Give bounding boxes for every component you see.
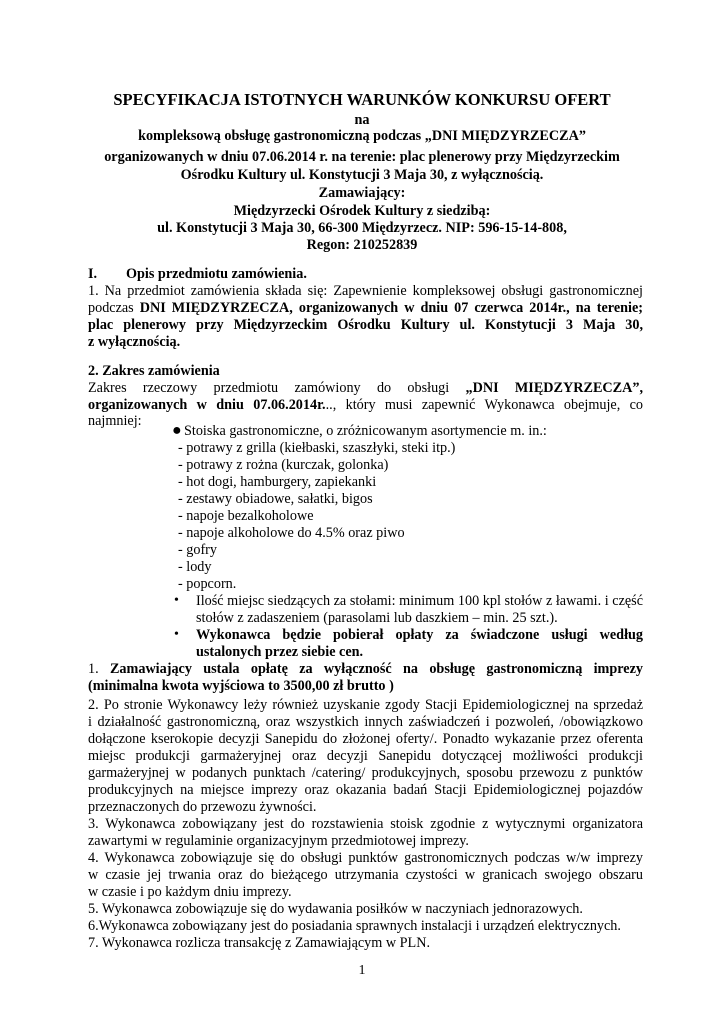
bullet-icon: • (174, 593, 179, 608)
header-org: Międzyrzecki Ośrodek Kultury z siedzibą: (233, 203, 491, 219)
point-4-line: 4. Wykonawca zobowiązuje się do obsługi punktów gastronomicznych podczas w/w imprezy (88, 850, 643, 866)
page-number: 1 (358, 963, 366, 978)
section2-paragraph-line: najmniej: (88, 413, 142, 429)
point-4-line: w czasie jej trwania oraz do bieżącego utrzymania czystości w granicach swojego obszaru (88, 867, 643, 883)
point-4-line: w czasie i po każdym dniu imprezy. (88, 884, 292, 900)
section1-paragraph-line (88, 283, 643, 299)
header-zamawiajacy: Zamawiający: (318, 185, 406, 201)
text-span-bold: „DNI MIĘDZYRZECZA”, (465, 380, 643, 396)
section1-heading: Opis przedmiotu zamówienia. (126, 266, 307, 282)
point-3-line: 3. Wykonawca zobowiązany jest do rozstawienia stoisk zgodnie z wytycznymi organizatora (88, 816, 643, 832)
stoiska-line: Stoiska gastronomiczne, o zróżnicowanym asortymencie m. in.: (184, 423, 547, 439)
section1-paragraph-line (88, 300, 643, 316)
fees-line: Wykonawca będzie pobierał opłaty za świadczone usługi według (196, 627, 643, 643)
header-regon: Regon: 210252839 (306, 237, 418, 253)
menu-item: - popcorn. (178, 576, 237, 592)
text-span-bold: DNI MIĘDZYRZECZA, organizowanych w dniu 07 czerwca 2014r., na terenie; (139, 300, 644, 316)
text-span: 1. (88, 661, 110, 677)
section1-paragraph-line: plac plenerowy przy Międzyrzeckim Ośrodku Kultury ul. Konstytucji 3 Maja 30, (88, 317, 643, 333)
point-2-line: garmażeryjnej w podanych punktach /catering/ produkcyjnych, sposobu przewozu z punktów (88, 765, 643, 781)
text-span-bold: organizowanych w dniu 07.06.2014r. (88, 397, 326, 413)
menu-item: - zestawy obiadowe, sałatki, bigos (178, 491, 373, 507)
point-6-line: 6.Wykonawca zobowiązany jest do posiadania sprawnych instalacji i urządzeń elektrycznych. (88, 918, 621, 934)
point-1-line (88, 661, 643, 677)
header-line-2: organizowanych w dniu 07.06.2014 r. na terenie: plac plenerowy przy Międzyrzeckim (104, 149, 620, 165)
seats-line: stołów z zadaszeniem (parasolami lub daszkiem – min. 25 szt.). (196, 610, 558, 626)
menu-item: - potrawy z grilla (kiełbaski, szaszłyki, steki itp.) (178, 440, 456, 456)
fees-line: ustalonych przez siebie cen. (196, 644, 364, 660)
header-line-1: kompleksową obsługę gastronomiczną podczas „DNI MIĘDZYRZECZA” (138, 128, 586, 144)
menu-item: - hot dogi, hamburgery, zapiekanki (178, 474, 377, 490)
section2-paragraph-line (88, 380, 643, 396)
seats-line: Ilość miejsc siedzących za stołami: minimum 100 kpl stołów z ławami. i część (196, 593, 643, 609)
point-2-line: dołączone kserokopie decyzji Sanepidu do złożonej oferty/. Ponadto wykazanie przez oferenta (88, 731, 643, 747)
menu-item: - napoje alkoholowe do 4.5% oraz piwo (178, 525, 405, 541)
bullet-icon: • (174, 627, 179, 642)
text-span: Zakres rzeczowy przedmiotu zamówiony do obsługi (88, 380, 466, 396)
point-5-line: 5. Wykonawca zobowiązuje się do wydawania posiłków w naczyniach jednorazowych. (88, 901, 583, 917)
menu-item: - potrawy z rożna (kurczak, golonka) (178, 457, 389, 473)
section2-paragraph-line (88, 397, 643, 413)
section2-heading: 2. Zakres zamówienia (88, 363, 220, 379)
bullet-icon: ● (172, 422, 182, 439)
menu-item: - gofry (178, 542, 218, 558)
point-2-line: miejsc produkcji garmażeryjnej oraz decyzji Sanepidu dotyczącej możliwości produkcji (88, 748, 643, 764)
menu-item: - napoje bezalkoholowe (178, 508, 314, 524)
point-7-line: 7. Wykonawca rozlicza transakcję z Zamawiającym w PLN. (88, 935, 430, 951)
point-2-line: przeznaczonych do przewozu żywności. (88, 799, 317, 815)
point-1-line: (minimalna kwota wyjściowa to 3500,00 zł brutto ) (88, 678, 394, 694)
text-span: 1. Na przedmiot zamówienia składa się: Zapewnienie kompleksowej obsługi gastronomicznej (88, 283, 643, 299)
point-2-line: produkcyjnych na miejsce imprezy oraz okazania badań Stacji Epidemiologicznej pojazdów (88, 782, 643, 798)
header-line-3: Ośrodku Kultury ul. Konstytucji 3 Maja 30, z wyłącznością. (180, 167, 544, 183)
text-span: podczas (88, 300, 140, 316)
text-span: .., który musi zapewnić Wykonawca obejmuje, co (325, 397, 643, 413)
point-3-line: zawartymi w regulaminie organizacyjnym przedmiotowej imprezy. (88, 833, 469, 849)
page-title: SPECYFIKACJA ISTOTNYCH WARUNKÓW KONKURSU OFERT (113, 90, 611, 109)
header-address: ul. Konstytucji 3 Maja 30, 66-300 Międzyrzecz. NIP: 596-15-14-808, (157, 220, 567, 236)
section1-paragraph-line: z wyłącznością. (88, 334, 181, 350)
menu-item: - lody (178, 559, 212, 575)
text-span-bold: Zamawiający ustala opłatę za wyłączność na obsługę gastronomiczną imprezy (109, 661, 643, 677)
point-2-line: 2. Po stronie Wykonawcy leży również uzyskanie zgody Stacji Epidemiologicznej na sprzedaż (88, 697, 643, 713)
section1-number: I. (88, 266, 98, 282)
point-2-line: i działalność gastronomiczną, oraz wszystkich innych zaświadczeń i pozwoleń, /obowiązkowo (88, 714, 643, 730)
header-na: na (354, 112, 370, 128)
